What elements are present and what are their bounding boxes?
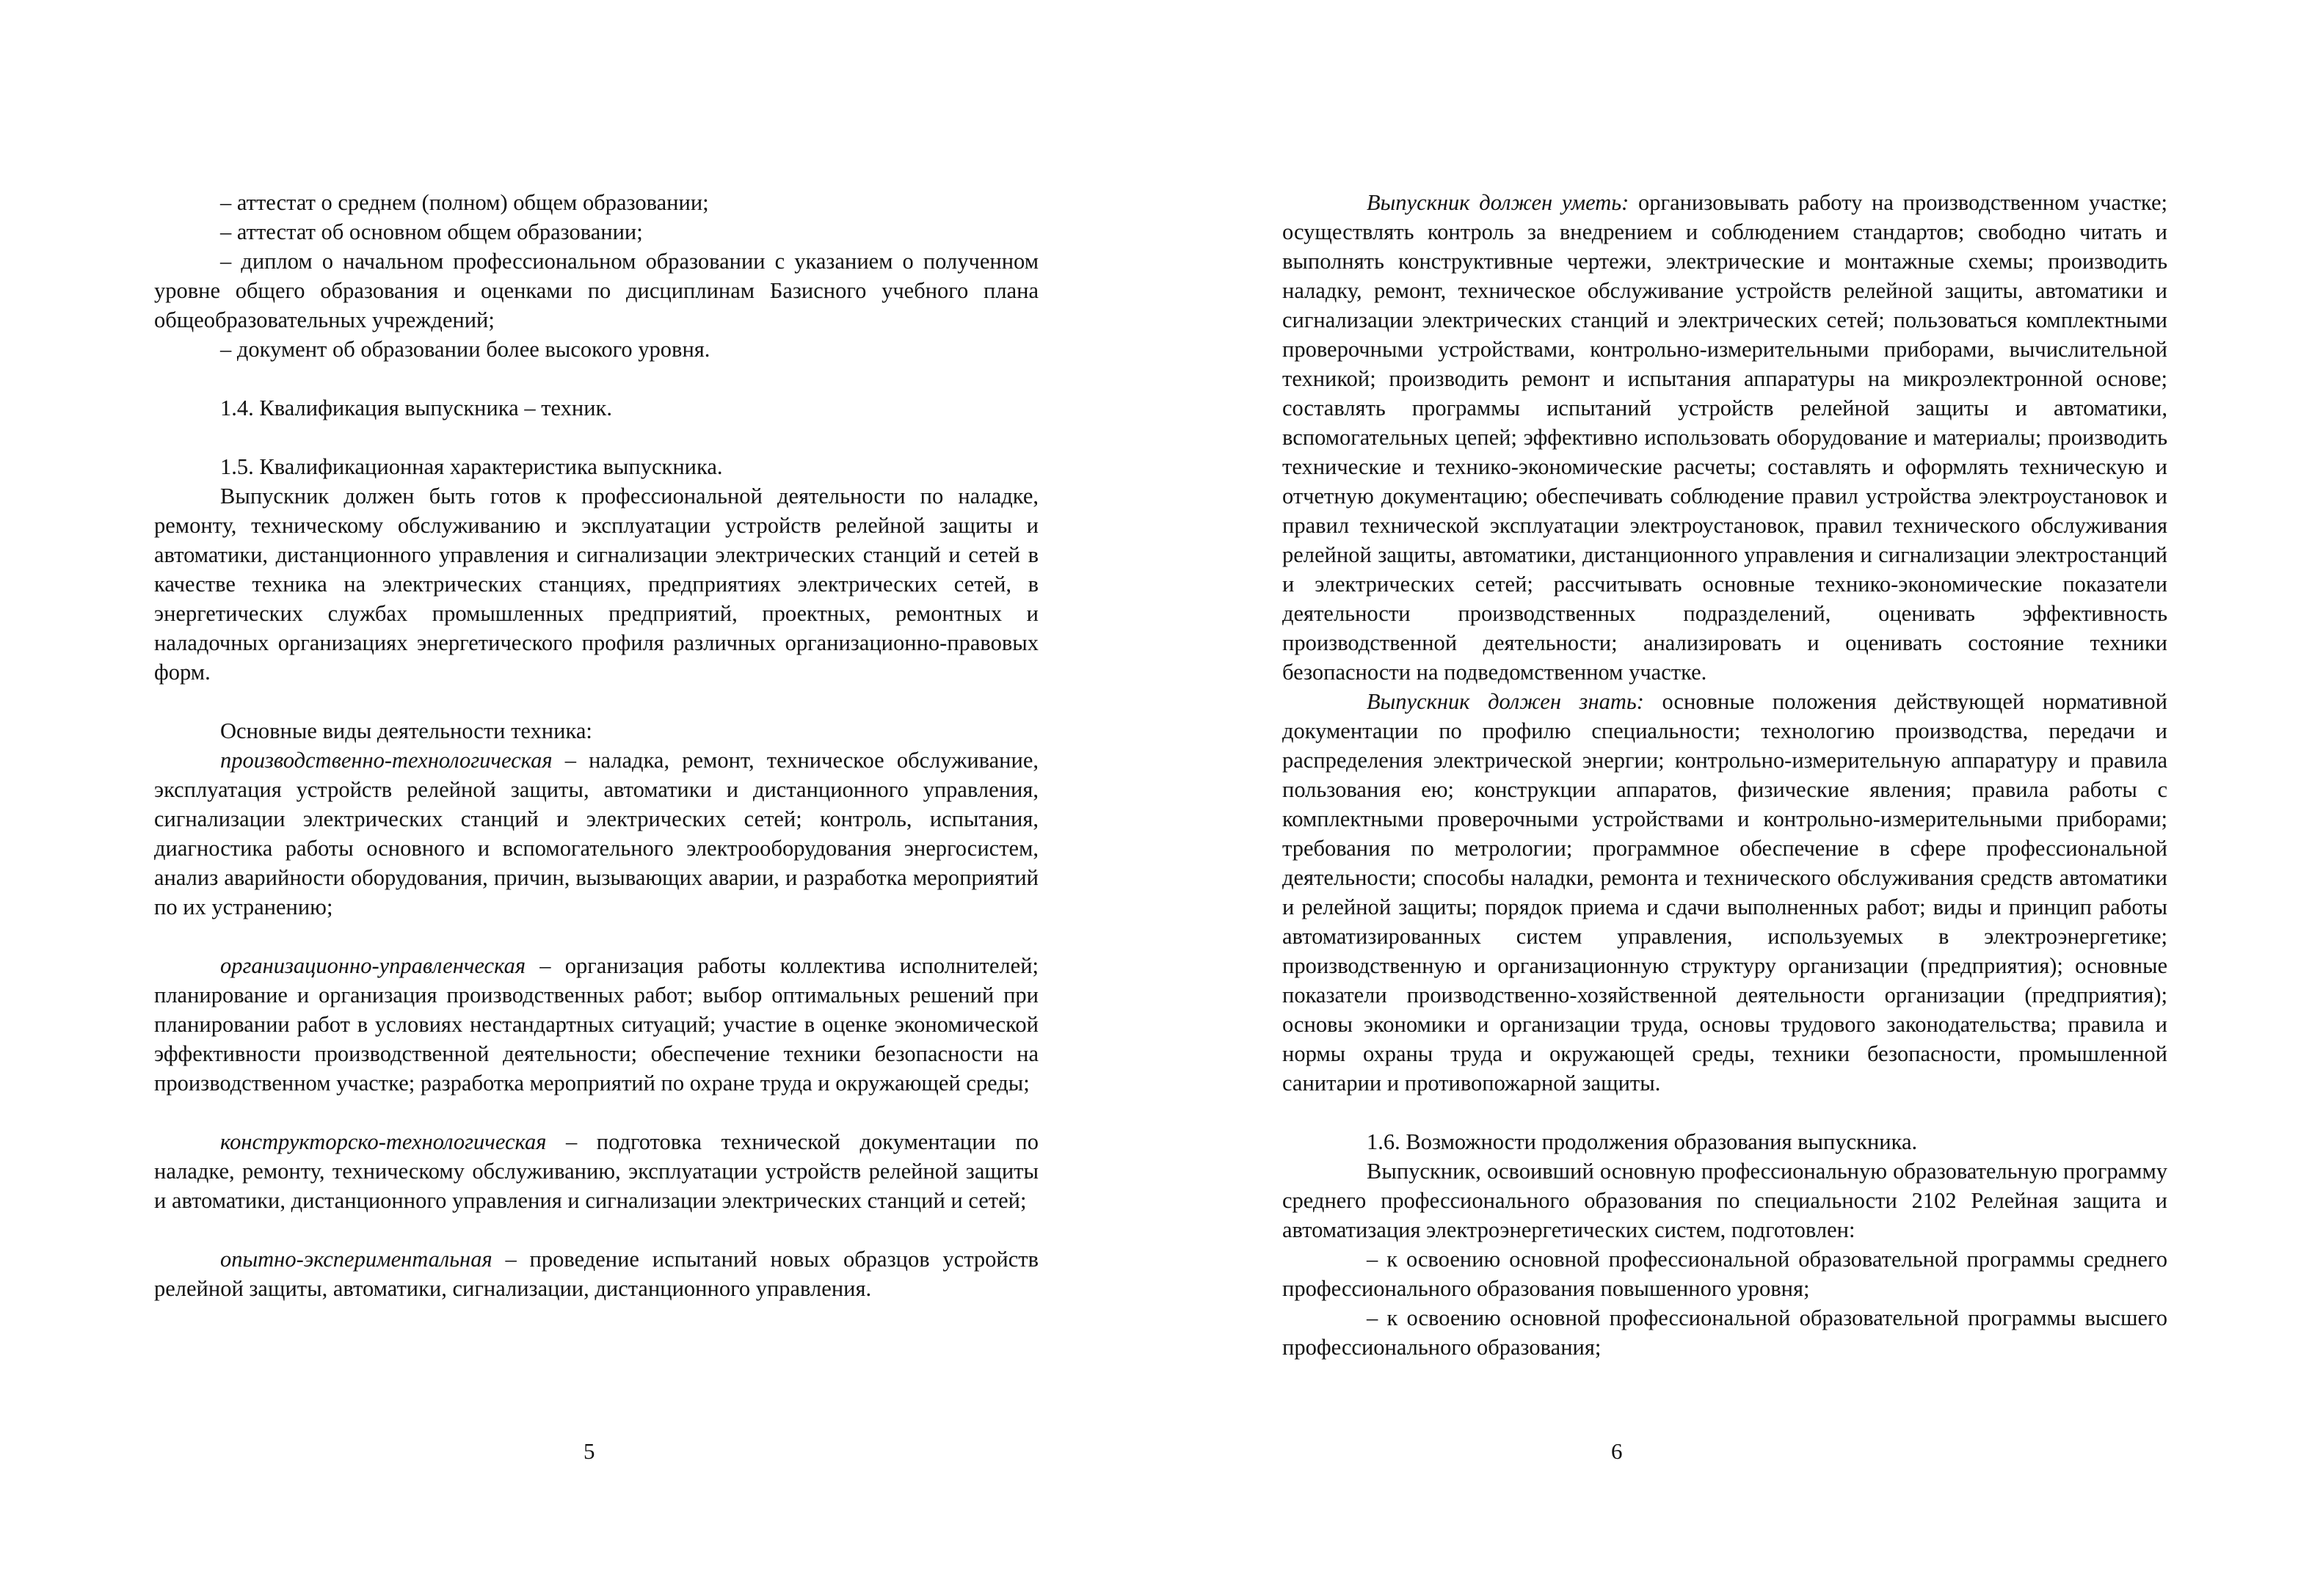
section-1-5-heading: 1.5. Квалификационная характеристика выпускника.: [220, 454, 723, 479]
list-item: – аттестат об основном общем образовании;: [220, 219, 643, 244]
activity-term: опытно-экспериментальная: [220, 1247, 492, 1272]
skills-text: организовывать работу на производственном участке; осуществлять контроль за внедрением и соблюдением стандартов; свободно читать и выполнять конструктивные чертежи, электрические и монтажные схемы; производить наладку, ремонт, техническое обслуживание устройств релейной защиты, автоматики и сигнализации электрических станций и электрических сетей; пользоваться комплектными проверочными устройствами, контрольно-измерительными приборами, вычислительной техникой; производить ремонт и испытания аппаратуры на микроэлектронной основе; составлять программы испытаний устройств релейной защиты и автоматики, вспомогательных цепей; эффективно использовать оборудование и материалы; производить технические и технико-экономические расчеты; составлять и оформлять техническую и отчетную документацию; обеспечивать соблюдение правил устройства электроустановок и правил технической эксплуатации электроустановок, правил технического обслуживания релейной защиты, автоматики, дистанционного управления и сигнализации электростанций и электрических сетей; рассчитывать основные технико-экономические показатели деятельности производственных подразделений, оценивать эффективность производственной деятельности; анализировать и оценивать состояние техники безопасности на подведомственном участке.: [1282, 190, 2167, 685]
activity-term: производственно-технологическая: [220, 748, 553, 773]
knowledge-paragraph: [1282, 687, 2167, 1098]
page-number: 6: [1611, 1438, 1623, 1464]
skills-term: Выпускник должен уметь:: [1367, 190, 1629, 215]
page-5-text: [154, 188, 1039, 1303]
page-6: [1156, 0, 2312, 1596]
section-1-6-heading: 1.6. Возможности продолжения образования выпускника.: [1367, 1129, 1918, 1154]
activities-heading: Основные виды деятельности техника:: [220, 718, 592, 743]
activity-production: [154, 746, 1039, 922]
section-1-6-text: Выпускник, освоивший основную профессиональную образовательную программу среднего профессионального образования по специальности 2102 Релейная защита и автоматизация электроэнергетических систем, подготовлен:: [1282, 1159, 2167, 1242]
knowledge-term: Выпускник должен знать:: [1367, 689, 1644, 714]
page-6-text: [1282, 188, 2167, 1362]
list-item: – аттестат о среднем (полном) общем образовании;: [220, 190, 709, 215]
activity-term: конструкторско-технологическая: [220, 1129, 547, 1154]
activity-text: – организация работы коллектива исполнителей; планирование и организация производственных работ; выбор оптимальных решений при планировании работ в условиях нестандартных ситуаций; участие в оценке экономической эффективности производственной деятельности; обеспечение техники безопасности на производственном участке; разработка мероприятий по охране труда и окружающей среды;: [154, 953, 1039, 1096]
activity-management: [154, 951, 1039, 1098]
activity-text: – наладка, ремонт, техническое обслуживание, эксплуатация устройств релейной защиты, автоматики и дистанционного управления, сигнализации электрических станций и электрических сетей; контроль, испытания, диагностика работы основного и вспомогательного электрооборудования энергосистем, анализ аварийности оборудования, причин, вызывающих аварии, и разработка мероприятий по их устранению;: [154, 748, 1039, 919]
section-1-4: 1.4. Квалификация выпускника – техник.: [220, 396, 613, 420]
activity-text: – проведение испытаний новых образцов устройств релейной защиты, автоматики, сигнализации, дистанционного управления.: [154, 1247, 1039, 1301]
list-item: – к освоению основной профессиональной образовательной программы высшего профессионального образования;: [1282, 1305, 2167, 1360]
activity-design: [154, 1127, 1039, 1215]
page-number: 5: [584, 1438, 595, 1464]
activity-term: организационно-управленческая: [220, 953, 526, 978]
knowledge-text: основные положения действующей нормативной документации по профилю специальности; технологию производства, передачи и распределения электрической энергии; контрольно-измерительную аппаратуру и правила пользования ею; конструкции аппаратов, физические явления; правила работы с комплектными проверочными устройствами и контрольно-измерительными приборами; требования по метрологии; программное обеспечение в сфере профессиональной деятельности; способы наладки, ремонта и технического обслуживания средств автоматики и релейной защиты; порядок приема и сдачи выполненных работ; виды и принцип работы автоматизированных систем управления, используемых в электроэнергетике; производственную и организационную структуру организации (предприятия); основные показатели производственно-хозяйственной деятельности организации (предприятия); основы экономики и организации труда, основы трудового законодательства; правила и нормы охраны труда и окружающей среды, техники безопасности, промышленной санитарии и противопожарной защиты.: [1282, 689, 2167, 1096]
list-item: – к освоению основной профессиональной образовательной программы среднего профессионального образования повышенного уровня;: [1282, 1247, 2167, 1301]
list-item: – диплом о начальном профессиональном образовании с указанием о полученном уровне общего образования и оценками по дисциплинам Базисного учебного плана общеобразовательных учреждений;: [154, 249, 1039, 332]
list-item: – документ об образовании более высокого уровня.: [220, 337, 710, 362]
activity-text: – подготовка технической документации по наладке, ремонту, техническому обслуживанию, эксплуатации устройств релейной защиты и автоматики, дистанционного управления и сигнализации электрических станций и сетей;: [154, 1129, 1039, 1213]
section-1-5-text: Выпускник должен быть готов к профессиональной деятельности по наладке, ремонту, техническому обслуживанию и эксплуатации устройств релейной защиты и автоматики, дистанционного управления и сигнализации электрических станций и сетей в качестве техника на электрических станциях, предприятиях электрических сетей, в энергетических службах промышленных предприятий, проектных, ремонтных и наладочных организациях энергетического профиля различных организационно-правовых форм.: [154, 484, 1039, 685]
skills-paragraph: [1282, 188, 2167, 687]
activity-experimental: [154, 1245, 1039, 1303]
